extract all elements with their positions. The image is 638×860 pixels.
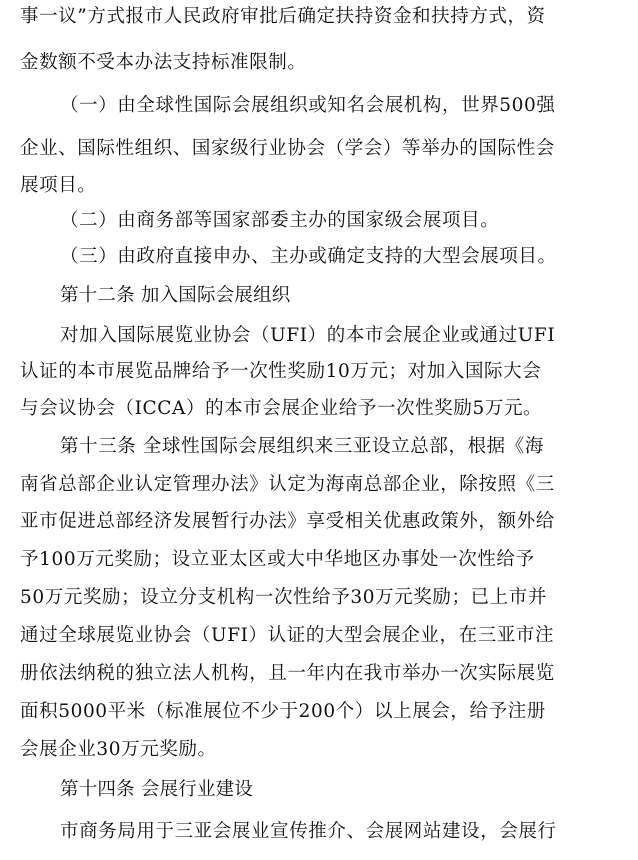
paragraph-start: 市商务局用于三亚会展业宣传推介、会展网站建设，会展行 [60, 821, 557, 842]
text-line: 会展企业30万元奖励。 [20, 739, 217, 760]
list-item: （一）由全球性国际会展组织或知名会展机构，世界500强 [60, 95, 556, 116]
text-line: 册依法纳税的独立法人机构，且一年内在我市举办一次实际展览 [20, 663, 555, 684]
text-line: 亚市促进总部经济发展暂行办法》享受相关优惠政策外，额外给 [20, 511, 555, 532]
text-line: 与会议协会（ICCA）的本市会展企业给予一次性奖励5万元。 [20, 398, 543, 419]
text-line: 事一议”方式报市人民政府审批后确定扶持资金和扶持方式，资 [20, 6, 546, 27]
article-heading: 第十四条 会展行业建设 [60, 779, 254, 800]
text-line: 通过全球展览业协会（UFI）认证的大型会展企业，在三亚市注 [20, 625, 555, 646]
text-line: 予100万元奖励；设立亚太区或大中华地区办事处一次性给予 [20, 549, 535, 570]
text-line: 50万元奖励；设立分支机构一次性给予30万元奖励；已上市并 [20, 587, 547, 608]
text-line: 面积5000平米（标准展位不少于200个）以上展会，给予注册 [20, 701, 546, 722]
list-item: （二）由商务部等国家部委主办的国家级会展项目。 [60, 210, 500, 231]
text-line: 南省总部企业认定管理办法》认定为海南总部企业，除按照《三 [20, 474, 555, 495]
paragraph-start: 对加入国际展览业协会（UFI）的本市会展企业或通过UFI [60, 325, 556, 346]
list-item: （三）由政府直接申办、主办或确定支持的大型会展项目。 [60, 246, 557, 267]
text-line: 金数额不受本办法支持标准限制。 [20, 52, 307, 73]
article-heading: 第十二条 加入国际会展组织 [60, 285, 291, 306]
text-line: 企业、国际性组织、国家级行业协会（学会）等举办的国际性会 [20, 138, 555, 159]
text-line: 展项目。 [20, 175, 97, 196]
text-line: 认证的本市展览品牌给予一次性奖励10万元；对加入国际大会 [20, 361, 542, 382]
article-heading: 第十三条 全球性国际会展组织来三亚设立总部，根据《海 [60, 436, 544, 457]
